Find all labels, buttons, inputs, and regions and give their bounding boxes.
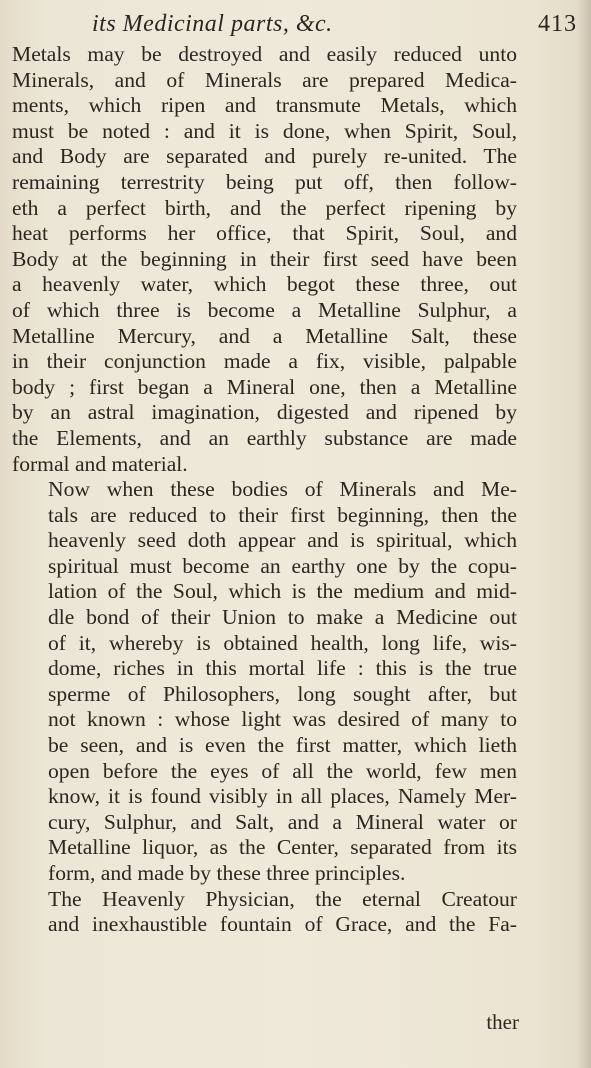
text-line: dle bond of their Union to make a Medicine out (48, 605, 517, 630)
text-line: lation of the Soul, which is the medium and mid- (48, 579, 517, 604)
body-text (12, 42, 517, 938)
text-line: Now when these bodies of Minerals and Me- (48, 477, 517, 502)
text-line: a heavenly water, which begot these three, out (12, 272, 517, 297)
page-number: 413 (538, 11, 577, 37)
paragraph-3 (12, 887, 517, 938)
text-line: must be noted : and it is done, when Spirit, Soul, (12, 118, 517, 143)
text-line: body ; first began a Mineral one, then a Metalline (12, 374, 517, 399)
text-line: in their conjunction made a fix, visible, palpable (12, 349, 517, 374)
text-line: of it, whereby is obtained health, long life, wis- (48, 630, 517, 655)
page-gutter-shadow (577, 0, 591, 1068)
paragraph-2 (12, 477, 517, 887)
text-line: be seen, and is even the first matter, which lieth (48, 733, 517, 758)
text-line: formal and material. (12, 451, 188, 476)
text-line: not known : whose light was desired of many to (48, 707, 517, 732)
text-line: heat performs her office, that Spirit, Soul, and (12, 221, 517, 246)
text-line: dome, riches in this mortal life : this is the true (48, 656, 517, 681)
text-line: of which three is become a Metalline Sulphur, a (12, 297, 517, 322)
text-line: by an astral imagination, digested and ripened by (12, 400, 517, 425)
text-line: heavenly seed doth appear and is spiritual, which (48, 528, 517, 553)
text-line: and inexhaustible fountain of Grace, and the Fa- (48, 912, 517, 937)
text-line: sperme of Philosophers, long sought after, but (48, 681, 517, 706)
text-line: form, and made by these three principles. (48, 861, 406, 885)
text-line: remaining terrestrity being put off, then follow- (12, 169, 517, 194)
text-line: and Body are separated and purely re-united. The (12, 144, 517, 169)
text-line: Minerals, and of Minerals are prepared Medica- (12, 67, 517, 92)
text-line: Body at the beginning in their first seed have been (12, 246, 517, 271)
text-line: The Heavenly Physician, the eternal Creatour (48, 886, 517, 911)
text-line: Metals may be destroyed and easily reduced unto (12, 42, 517, 66)
text-line: know, it is found visibly in all places, Namely Mer- (48, 784, 517, 809)
paragraph-1 (12, 42, 517, 477)
text-line: open before the eyes of all the world, few men (48, 758, 517, 783)
text-line: spiritual must become an earthy one by the copu- (48, 553, 517, 578)
catchword: ther (486, 1010, 519, 1034)
text-line: cury, Sulphur, and Salt, and a Mineral water or (48, 809, 517, 834)
text-line: Metalline Mercury, and a Metalline Salt, these (12, 323, 517, 348)
text-line: the Elements, and an earthly substance are made (12, 425, 517, 450)
running-head (12, 6, 577, 42)
text-line: Metalline liquor, as the Center, separated from its (48, 835, 517, 860)
text-line: tals are reduced to their first beginning, then the (48, 502, 517, 527)
text-line: ments, which ripen and transmute Metals, which (12, 93, 517, 118)
text-line: eth a perfect birth, and the perfect ripening by (12, 195, 517, 220)
running-title: its Medicinal parts, &c. (92, 11, 333, 37)
